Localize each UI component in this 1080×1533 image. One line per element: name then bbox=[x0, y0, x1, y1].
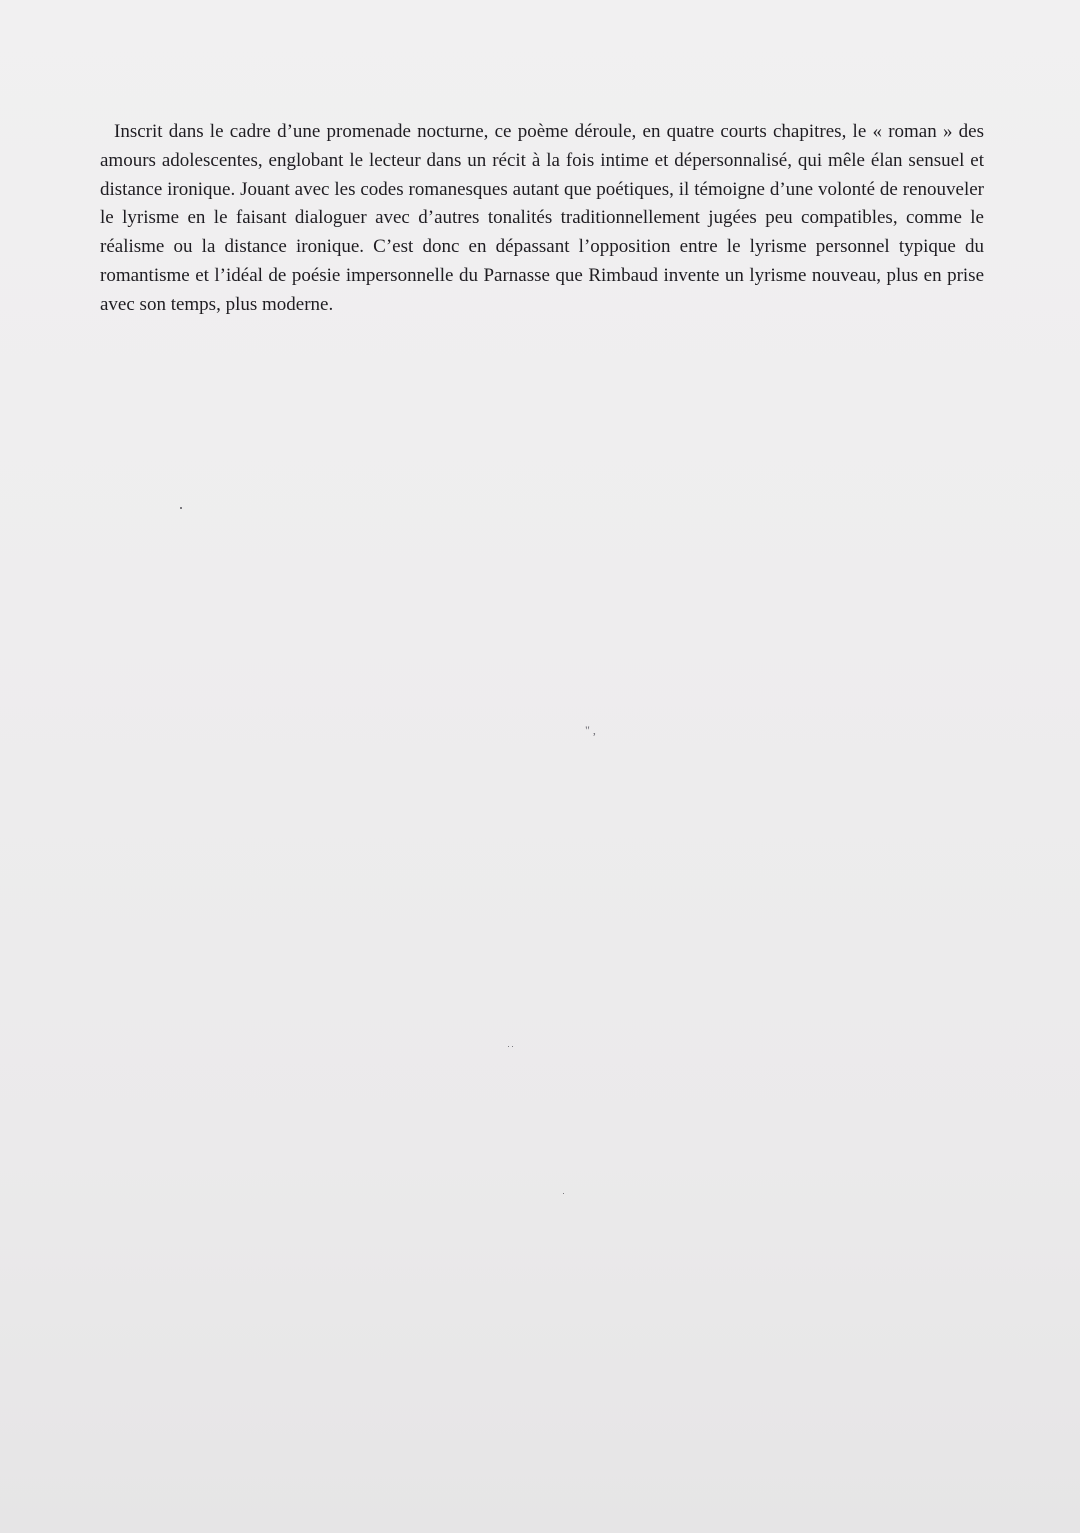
body-paragraph: Inscrit dans le cadre d’une promenade nocturne, ce poème déroule, en quatre courts chapitres, le « roman » des amours adolescentes, englobant le lecteur dans un récit à la fois intime et dépersonnalisé, qui mêle élan sensuel et distance ironique. Jouant avec les codes romanesques autant que poétiques, il témoigne d’une volonté de renouveler le lyrisme en le faisant dialoguer avec d’autres tonalités traditionnellement jugées peu compatibles, comme le réalisme ou la distance ironique. C’est donc en dépassant l’opposition entre le lyrisme personnel typique du romantisme et l’idéal de poésie impersonnelle du Parnasse que Rimbaud invente un lyrisme nouveau, plus en prise avec son temps, plus moderne. bbox=[100, 121, 984, 315]
stray-mark: " , bbox=[585, 723, 596, 737]
stray-dot bbox=[512, 1046, 513, 1047]
stray-dot bbox=[508, 1046, 509, 1047]
stray-dot bbox=[563, 1193, 564, 1194]
stray-dot bbox=[180, 507, 182, 509]
